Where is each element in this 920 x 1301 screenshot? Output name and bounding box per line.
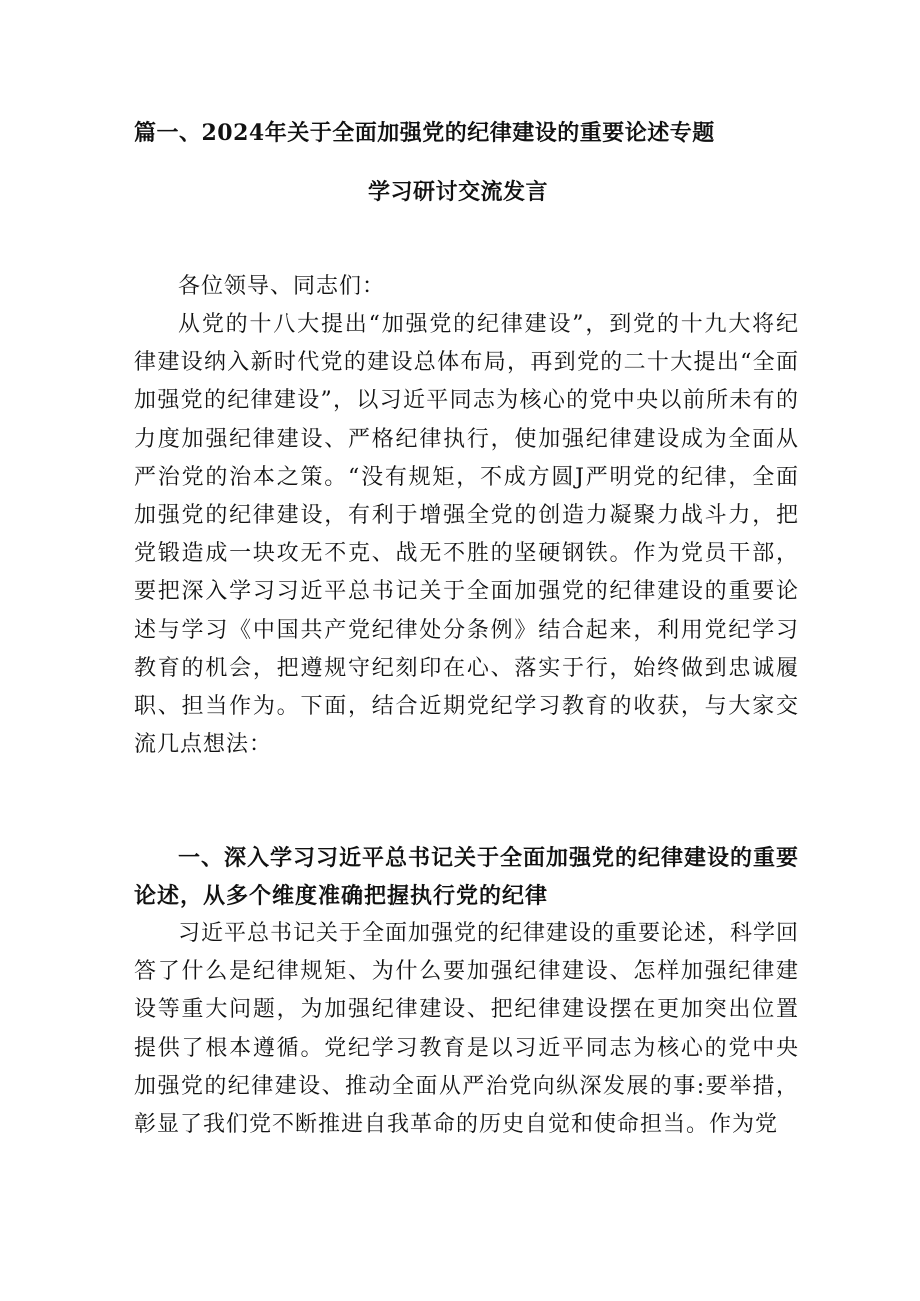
greeting: 各位领导、同志们： [178,274,386,299]
paragraph-section-1: 习近平总书记关于全面加强党的纪律建设的重要论述，科学回答了什么是纪律规矩、为什么要加强纪律建设、怎样加强纪律建设等重大问题，为加强纪律建设、把纪律建设摆在更加突出位置提供了根本遵循。党纪学习教育是以习近平同志为核心的党中央加强党的纪律建设、推动全面从严治党向纵深发展的事:要举措，彰显了我们党不断推进自我革命的历史自觉和使命担当。作为党 [134,921,800,1138]
document-title-line1: 篇一、2024年关于全面加强党的纪律建设的重要论述专题 [134,120,715,146]
section-heading-1: 一、深入学习习近平总书记关于全面加强党的纪律建设的重要论述，从多个维度准确把握执行党的纪律 [134,845,800,910]
paragraph-intro: 从党的十八大提出“加强党的纪律建设”，到党的十九大将纪律建设纳入新时代党的建设总体布局，再到党的二十大提出“全面加强党的纪律建设”，以习近平同志为核心的党中央以前所未有的力度加强纪律建设、严格纪律执行，使加强纪律建设成为全面从严治党的治本之策。“没有规矩，不成方圆J严明党的纪律，全面加强党的纪律建设，有利于增强全党的创造力凝聚力战斗力，把党锻造成一块攻无不克、战无不胜的坚硬钢铁。作为党员干部，要把深入学习习近平总书记关于全面加强党的纪律建设的重要论述与学习《中国共产党纪律处分条例》结合起来，利用党纪学习教育的机会，把遵规守纪刻印在心、落实于行，始终做到忠诚履职、担当作为。下面，结合近期党纪学习教育的收获，与大家交流几点想法： [134,312,799,758]
document-title-line2: 学习研讨交流发言 [368,179,549,205]
